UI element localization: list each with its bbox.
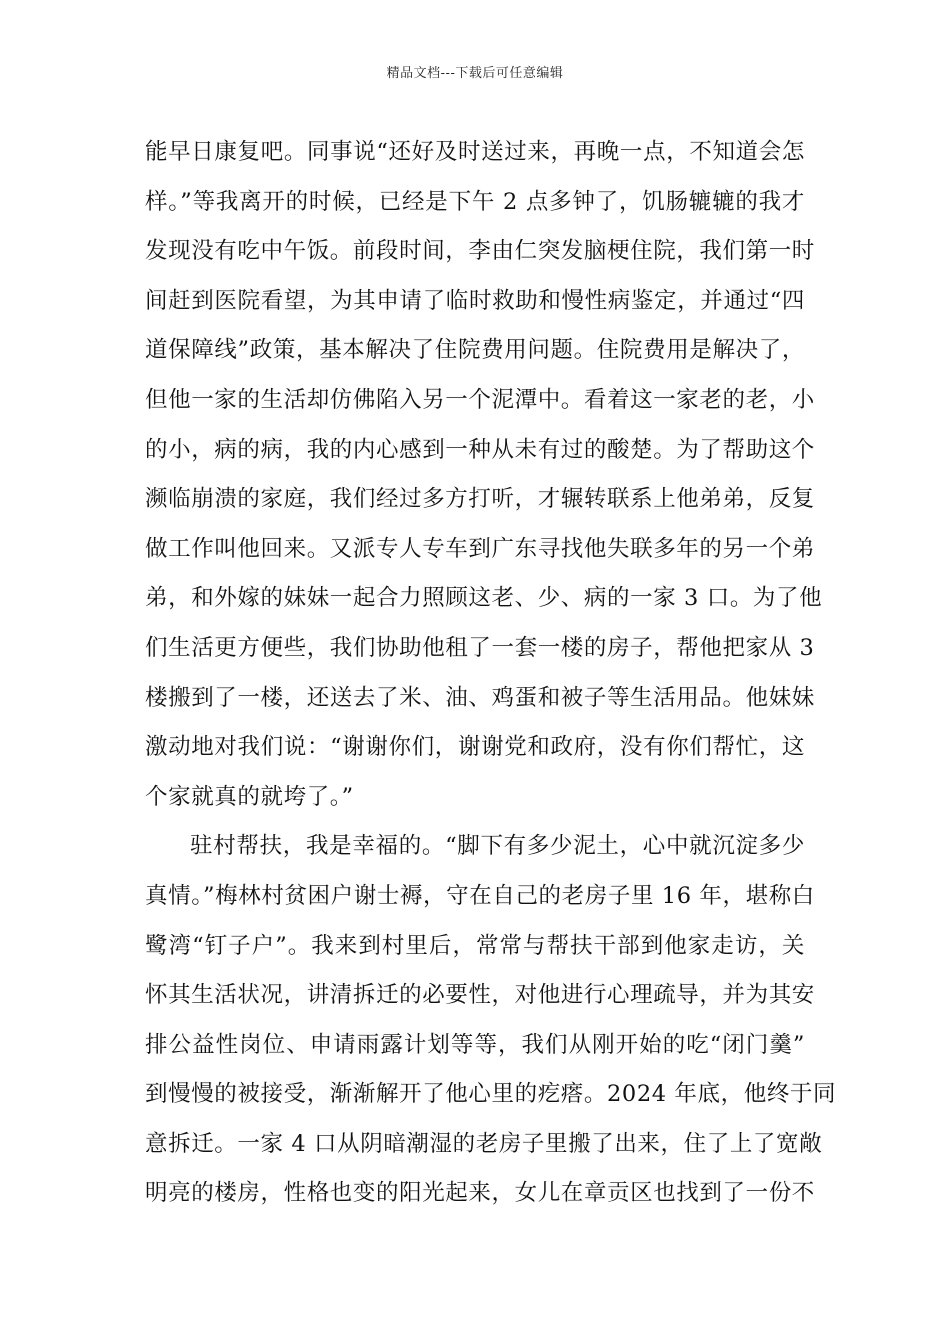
text-line: 楼搬到了一楼，还送去了米、油、鸡蛋和被子等生活用品。他妹妹 bbox=[145, 684, 815, 711]
body-text bbox=[145, 132, 837, 1223]
text-line: 样。”等我离开的时候，已经是下午 2 点多钟了，饥肠辘辘的我才 bbox=[145, 188, 805, 215]
text-line: 鹭湾“钉子户”。我来到村里后，常常与帮扶干部到他家走访，关 bbox=[145, 932, 805, 959]
text-line: 做工作叫他回来。又派专人专车到广东寻找他失联多年的另一个弟 bbox=[145, 535, 815, 562]
text-line: 濒临崩溃的家庭，我们经过多方打听，才辗转联系上他弟弟，反复 bbox=[145, 486, 815, 513]
paragraph-2 bbox=[145, 826, 837, 1223]
text-line: 个家就真的就垮了。” bbox=[145, 783, 354, 810]
text-line: 的小，病的病，我的内心感到一种从未有过的酸楚。为了帮助这个 bbox=[145, 436, 815, 463]
paragraph-1 bbox=[145, 132, 823, 826]
text-line: 间赶到医院看望，为其申请了临时救助和慢性病鉴定，并通过“四 bbox=[145, 287, 805, 314]
text-line: 真情。”梅林村贫困户谢士褥，守在自己的老房子里 16 年，堪称白 bbox=[145, 882, 815, 909]
text-line: 到慢慢的被接受，渐渐解开了他心里的疙瘩。2024 年底，他终于同 bbox=[145, 1081, 837, 1108]
text-line: 发现没有吃中午饭。前段时间，李由仁突发脑梗住院，我们第一时 bbox=[145, 238, 815, 265]
page-header: 精品文档---下载后可任意编辑 bbox=[386, 66, 564, 81]
text-line: 明亮的楼房，性格也变的阳光起来，女儿在章贡区也找到了一份不 bbox=[145, 1180, 815, 1207]
text-line: 们生活更方便些，我们协助他租了一套一楼的房子，帮他把家从 3 bbox=[145, 634, 815, 661]
text-line: 弟，和外嫁的妹妹一起合力照顾这老、少、病的一家 3 口。为了他 bbox=[145, 585, 823, 612]
text-line: 意拆迁。一家 4 口从阴暗潮湿的老房子里搬了出来，住了上了宽敞 bbox=[145, 1130, 823, 1157]
text-line: 怀其生活状况，讲清拆迁的必要性，对他进行心理疏导，并为其安 bbox=[145, 982, 815, 1009]
text-line: 排公益性岗位、申请雨露计划等等，我们从刚开始的吃“闭门羹” bbox=[145, 1031, 805, 1058]
text-line: 道保障线”政策，基本解决了住院费用问题。住院费用是解决了， bbox=[145, 337, 805, 364]
text-line: 驻村帮扶，我是幸福的。“脚下有多少泥土，心中就沉淀多少 bbox=[190, 833, 805, 860]
text-line: 但他一家的生活却仿佛陷入另一个泥潭中。看着这一家老的老，小 bbox=[145, 386, 815, 413]
text-line: 激动地对我们说：“谢谢你们，谢谢党和政府，没有你们帮忙，这 bbox=[145, 734, 805, 761]
text-line: 能早日康复吧。同事说“还好及时送过来，再晚一点，不知道会怎 bbox=[145, 139, 805, 165]
